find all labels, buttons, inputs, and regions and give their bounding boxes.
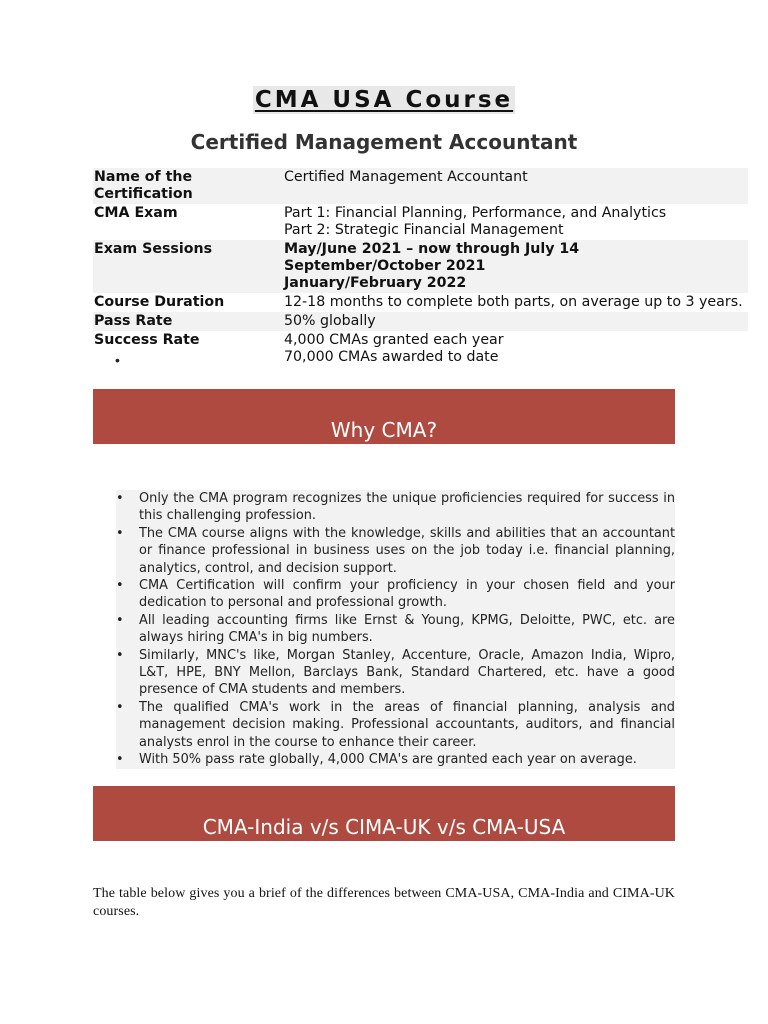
- row-value: 12-18 months to complete both parts, on average up to 3 years.: [284, 294, 743, 310]
- list-item: • All leading accounting firms like Ernst & Young, KPMG, Deloitte, PWC, etc. are always hiring CMA's in big numbers.: [116, 612, 675, 646]
- list-item: • With 50% pass rate globally, 4,000 CMA's are granted each year on average.: [116, 752, 637, 768]
- table-row: [93, 204, 748, 240]
- comparison-banner: CMA-India v/s CIMA-UK v/s CMA-USA: [93, 786, 675, 841]
- table-row: [93, 240, 748, 293]
- row-value: Certified Management Accountant: [283, 168, 748, 204]
- page-title: [0, 86, 768, 114]
- certification-info-table: [93, 168, 748, 367]
- list-item: • The CMA course aligns with the knowledge, skills and abilities that an accountant or finance professional in business uses on the job today i.e. financial planning, analytics, control, and decision support.: [116, 525, 675, 576]
- row-value: 50% globally: [283, 312, 748, 331]
- comparison-intro-text: The table below gives you a brief of the differences between CMA-USA, CMA-India and CIMA-UK courses.: [93, 886, 675, 919]
- table-row: [93, 293, 748, 312]
- table-row: [93, 312, 748, 331]
- row-value: Part 1: Financial Planning, Performance, and Analytics Part 2: Strategic Financial Management: [284, 205, 667, 238]
- row-label: Exam Sessions: [93, 240, 283, 293]
- row-value: 4,000 CMAs granted each year 70,000 CMAs awarded to date: [284, 332, 504, 365]
- row-label: Success Rate: [94, 332, 200, 348]
- list-item: • CMA Certification will confirm your proficiency in your chosen field and your dedication to personal and professional growth.: [116, 578, 675, 611]
- row-value: May/June 2021 – now through July 14 September/October 2021 January/February 2022: [283, 240, 748, 293]
- row-label: Pass Rate: [93, 312, 283, 331]
- table-row: [93, 168, 748, 204]
- table-row: [93, 331, 748, 367]
- list-item: • The qualified CMA's work in the areas of financial planning, analysis and management decision making. Professional accountants, auditors, and financial analysts enrol in the course to enhance their career.: [116, 699, 675, 750]
- row-label: Name of the Certification: [93, 168, 283, 204]
- empty-bullet: •: [115, 352, 120, 368]
- list-item: • Only the CMA program recognizes the unique proficiencies required for success in this challenging profession.: [116, 491, 675, 524]
- list-item: • Similarly, MNC's like, Morgan Stanley, Accenture, Oracle, Amazon India, Wipro, L&T, HPE, BNY Mellon, Barclays Bank, Standard Chartered, etc. have a good presence of CMA students and members.: [116, 647, 675, 698]
- row-label: CMA Exam: [94, 205, 178, 221]
- page-subtitle: Certified Management Accountant: [190, 130, 578, 154]
- row-label: Course Duration: [94, 294, 225, 310]
- why-cma-list: [116, 490, 675, 769]
- why-cma-banner: Why CMA?: [93, 389, 675, 444]
- page-title-text: CMA USA Course: [254, 87, 514, 113]
